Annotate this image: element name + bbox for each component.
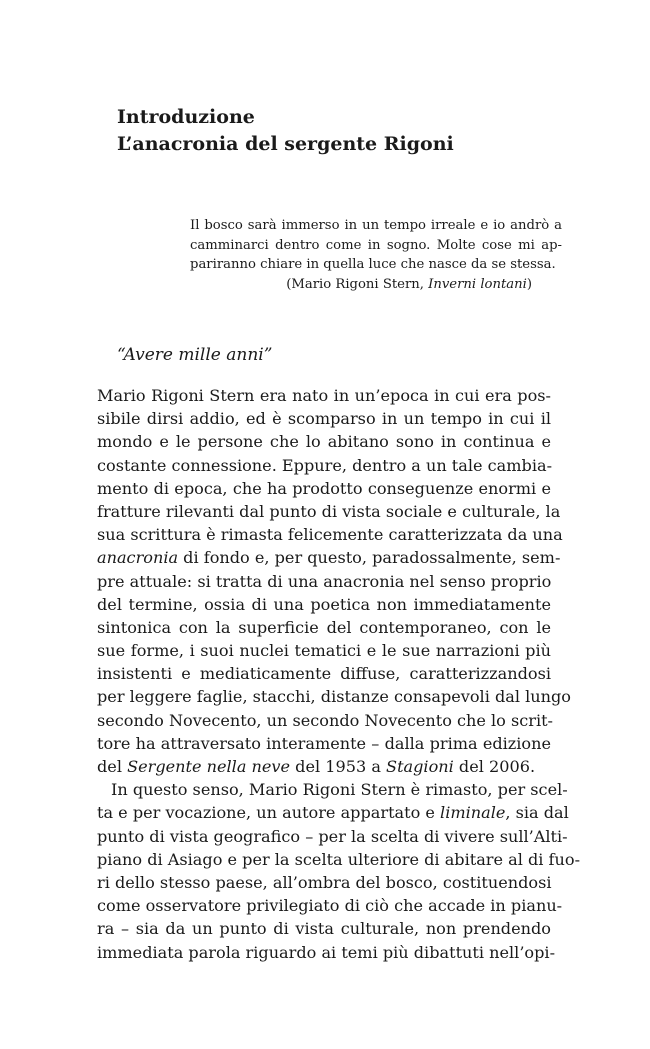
- text-segment: fratture rilevanti dal punto di vista sociale e culturale, la: [97, 501, 561, 521]
- italic-text: liminale: [440, 803, 506, 823]
- text-line: [97, 662, 551, 685]
- paragraph-2: [97, 778, 581, 964]
- text-segment: sua scrittura è rimasta felicemente caratterizzata da una: [97, 525, 563, 545]
- text-line: [97, 755, 551, 778]
- text-line: [97, 941, 556, 964]
- body-text: [97, 384, 581, 964]
- paragraph-1: [97, 384, 571, 778]
- text-line: [97, 477, 551, 500]
- epigraph: [190, 216, 562, 295]
- epigraph-line: Il bosco sarà immerso in un tempo irreale e io andrò a: [190, 218, 562, 233]
- text-segment: sintonica con la superficie del contemporaneo, con le: [97, 617, 551, 637]
- italic-text: anacronia: [97, 548, 179, 568]
- text-line: [97, 570, 551, 593]
- text-segment: pre attuale: si tratta di una anacronia nel senso proprio: [97, 571, 552, 591]
- text-line: [97, 430, 551, 453]
- attribution-close: ): [526, 277, 532, 293]
- epigraph-line: pariranno chiare in quella luce che nasce da se stessa.: [190, 257, 556, 273]
- text-line: [97, 616, 551, 639]
- text-segment: mondo e le persone che lo abitano sono in continua e: [97, 432, 551, 452]
- text-line: [97, 685, 571, 708]
- text-segment: secondo Novecento, un secondo Novecento che lo scrit-: [97, 710, 553, 730]
- text-line: [97, 917, 551, 940]
- text-line: [97, 871, 551, 894]
- text-segment: ri dello stesso paese, all’ombra del bosco, costituendosi: [97, 872, 552, 892]
- text-segment: costante connessione. Eppure, dentro a un tale cambia-: [97, 455, 553, 475]
- text-line: [97, 709, 551, 732]
- attribution-work: Inverni lontani: [428, 277, 527, 293]
- italic-text: Stagioni: [386, 757, 454, 776]
- text-line: [97, 546, 561, 569]
- text-line: [97, 639, 551, 662]
- text-segment: del 1953 a: [290, 757, 387, 776]
- text-segment: del termine, ossia di una poetica non immediatamente: [97, 594, 551, 614]
- text-line: [97, 500, 561, 523]
- text-segment: come osservatore privilegiato di ciò che accade in pianu-: [97, 896, 563, 916]
- text-line: [97, 732, 551, 755]
- epigraph-attribution: [190, 275, 562, 295]
- section-title: “Avere mille anni”: [117, 345, 273, 365]
- text-segment: piano di Asiago e per la scelta ulteriore di abitare al di fuo-: [97, 849, 581, 869]
- text-line: [97, 801, 569, 824]
- text-segment: , sia dal: [505, 803, 569, 823]
- text-line: [97, 778, 568, 801]
- chapter-heading: [117, 104, 454, 158]
- text-line: [97, 825, 568, 848]
- text-line: [97, 407, 551, 430]
- text-line: [97, 593, 551, 616]
- text-segment: ra – sia da un punto di vista culturale, non prendendo: [97, 919, 551, 939]
- text-line: [97, 384, 551, 407]
- attribution-author: (Mario Rigoni Stern,: [286, 277, 429, 293]
- text-segment: immediata parola riguardo ai temi più dibattuti nell’opi-: [97, 942, 556, 962]
- text-segment: ta e per vocazione, un autore appartato e: [97, 803, 441, 823]
- text-segment: In questo senso, Mario Rigoni Stern è rimasto, per scel-: [111, 780, 568, 800]
- italic-text: Sergente nella neve: [127, 757, 291, 776]
- text-line: [97, 848, 581, 871]
- text-segment: Mario Rigoni Stern era nato in un’epoca in cui era pos-: [97, 386, 551, 405]
- text-segment: sue forme, i suoi nuclei tematici e le sue narrazioni più: [97, 641, 551, 661]
- text-segment: sibile dirsi addio, ed è scomparso in un tempo in cui il: [97, 409, 551, 429]
- text-line: [97, 454, 551, 477]
- text-line: [97, 523, 563, 546]
- text-segment: del: [97, 757, 128, 776]
- text-segment: tore ha attraversato interamente – dalla prima edizione: [97, 733, 551, 753]
- text-segment: mento di epoca, che ha prodotto conseguenze enormi e: [97, 478, 551, 498]
- text-line: [97, 894, 563, 917]
- chapter-subtitle: L’anacronia del sergente Rigoni: [117, 133, 454, 155]
- text-segment: del 2006.: [453, 757, 536, 776]
- text-segment: per leggere faglie, stacchi, distanze consapevoli dal lungo: [97, 687, 571, 707]
- chapter-title: Introduzione: [117, 106, 255, 128]
- text-segment: punto di vista geografico – per la scelta di vivere sull’Alti-: [97, 826, 568, 846]
- text-segment: insistenti e mediaticamente diffuse, caratterizzandosi: [97, 664, 551, 684]
- epigraph-line: camminarci dentro come in sogno. Molte cose mi ap-: [190, 237, 562, 253]
- text-segment: di fondo e, per questo, paradossalmente, sem-: [178, 548, 561, 568]
